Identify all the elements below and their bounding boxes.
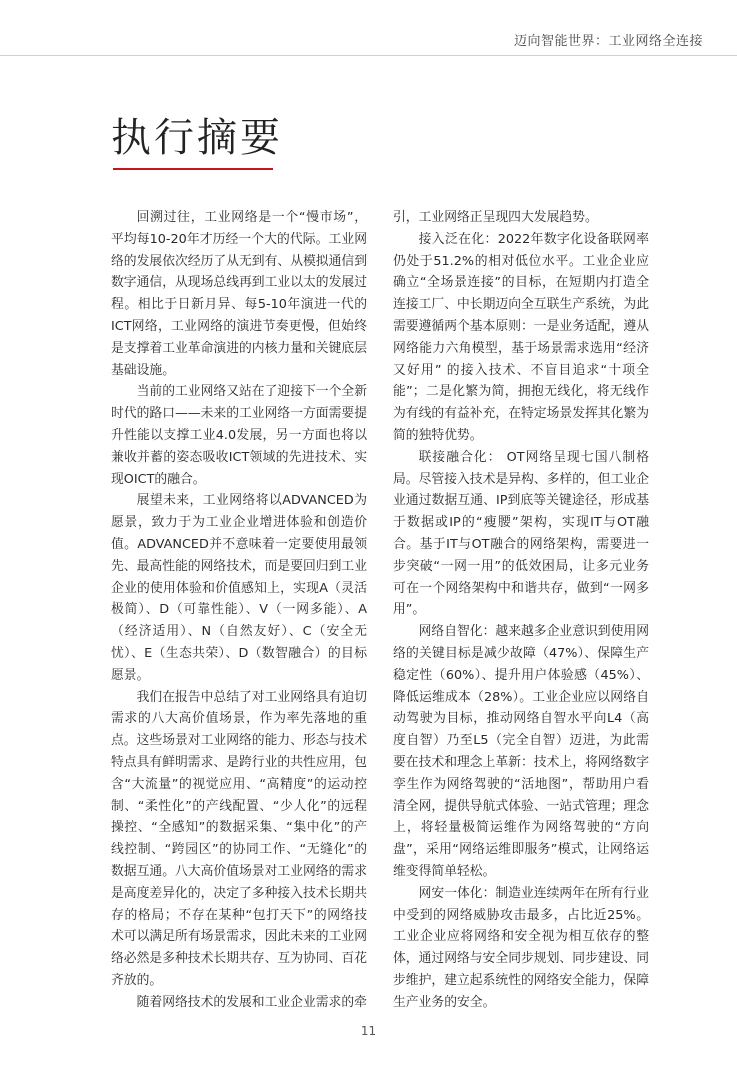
page-number: 11	[360, 1024, 377, 1038]
title-underline	[113, 168, 273, 170]
paragraph-converged-connection: 联接融合化： OT网络呈现七国八制格局。尽管接入技术是异构、多样的，但工业企业通过数据互通、IP到底等关键途径，形成基于数据或IP的“瘦腰”架构，实现IT与OT融合。基于IT与OT融合的网络架构，需要进一步突破“一网一用”的低效困局，让多元业务可在一个网络架构中和谐共存，做到“一网多用”。	[393, 449, 649, 618]
paragraph-history: 回溯过往，工业网络是一个“慢市场”，平均每10-20年才历经一个大的代际。工业网络的发展依次经历了从无到有、从模拟通信到数字通信，从现场总线再到工业以太的发展过程。相比于日新月异、每5-10年演进一代的ICT网络，工业网络的演进节奏更慢，但始终是支撑着工业革命演进的内核力量和关键底层基础设施。	[111, 210, 367, 378]
paragraph-new-era: 当前的工业网络又站在了迎接下一个全新时代的路口——未来的工业网络一方面需要提升性能以支撑工业4.0发展，另一方面也将以兼收并蓄的姿态吸收ICT领域的先进技术、实现OICT的融合。	[111, 384, 367, 487]
paragraph-autonomous-network: 网络自智化：越来越多企业意识到使用网络的关键目标是减少故障（47%）、保障生产稳定性（60%）、提升用户体验感（45%）、降低运维成本（28%）。工业企业应以网络自动驾驶为目标，推动网络自智水平向L4（高度自智）乃至L5（完全自智）迈进，为此需要在技术和理念上革新：技术上，将网络数字孪生作为网络驾驶的“活地图”，帮助用户看清全网，提供导航式体验、一站式管理；理念上，将轻量极简运维作为网络驾驶的“方向盘”，采用“网络运维即服务”模式，让网络运维变得简单轻松。	[393, 624, 649, 879]
page-title: 执行摘要	[111, 115, 283, 161]
running-header: 迈向智能世界：工业网络全连接	[513, 34, 703, 49]
paragraph-ubiquitous-access: 接入泛在化：2022年数字化设备联网率仍处于51.2%的相对低位水平。工业企业应确立“全场景连接”的目标，在短期内打造全连接工厂、中长期迈向全互联生产系统，为此需要遵循两个基本原则：一是业务适配，遵从网络能力六角模型，基于场景需求选用“经济又好用” 的接入技术、不盲目追求“十项全能”；二是化繁为简，拥抱无线化，将无线作为有线的有益补充，在特定场景发挥其化繁为简的独特优势。	[393, 231, 649, 443]
header-divider	[0, 55, 737, 56]
paragraph-trends-intro-continued: 引，工业网络正呈现四大发展趋势。	[393, 210, 598, 225]
paragraph-trends-intro: 随着网络技术的发展和工业企业需求的牵	[136, 994, 367, 1010]
right-column	[393, 207, 649, 1013]
paragraph-network-security: 网安一体化：制造业连续两年在所有行业中受到的网络威胁攻击最多，占比近25%。工业企业应将网络和安全视为相互依存的整体，通过网络与安全同步规划、同步建设、同步维护，建立起系统性的网络安全能力，保障生产业务的安全。	[393, 885, 649, 1010]
left-column	[111, 207, 367, 1013]
paragraph-eight-scenarios: 我们在报告中总结了对工业网络具有迫切需求的八大高价值场景，作为率先落地的重点。这些场景对工业网络的能力、形态与技术特点具有鲜明需求、是跨行业的共性应用，包含“大流量”的视觉应用、“高精度”的运动控制、“柔性化”的产线配置、“少人化”的远程操控、“全感知”的数据采集、“集中化”的产线控制、“跨园区”的协同工作、“无缝化”的数据互通。八大高价值场景对工业网络的需求是高度差异化的，决定了多种接入技术长期共存的格局；不存在某种“包打天下”的网络技术可以满足所有场景需求，因此未来的工业网络必然是多种技术长期共存、互为协同、百花齐放的。	[111, 689, 367, 988]
paragraph-advanced-vision: 展望未来，工业网络将以ADVANCED为愿景，致力于为工业企业增进体验和创造价值。ADVANCED并不意味着一定要使用最领先、最高性能的网络技术，而是要回归到工业企业的使用体验和价值感知上，实现A（灵活极简）、D（可靠性能）、V（一网多能）、A（经济适用）、N（自然友好）、C（安全无忧）、E（生态共荣）、D（数智融合）的目标愿景。	[111, 493, 367, 683]
